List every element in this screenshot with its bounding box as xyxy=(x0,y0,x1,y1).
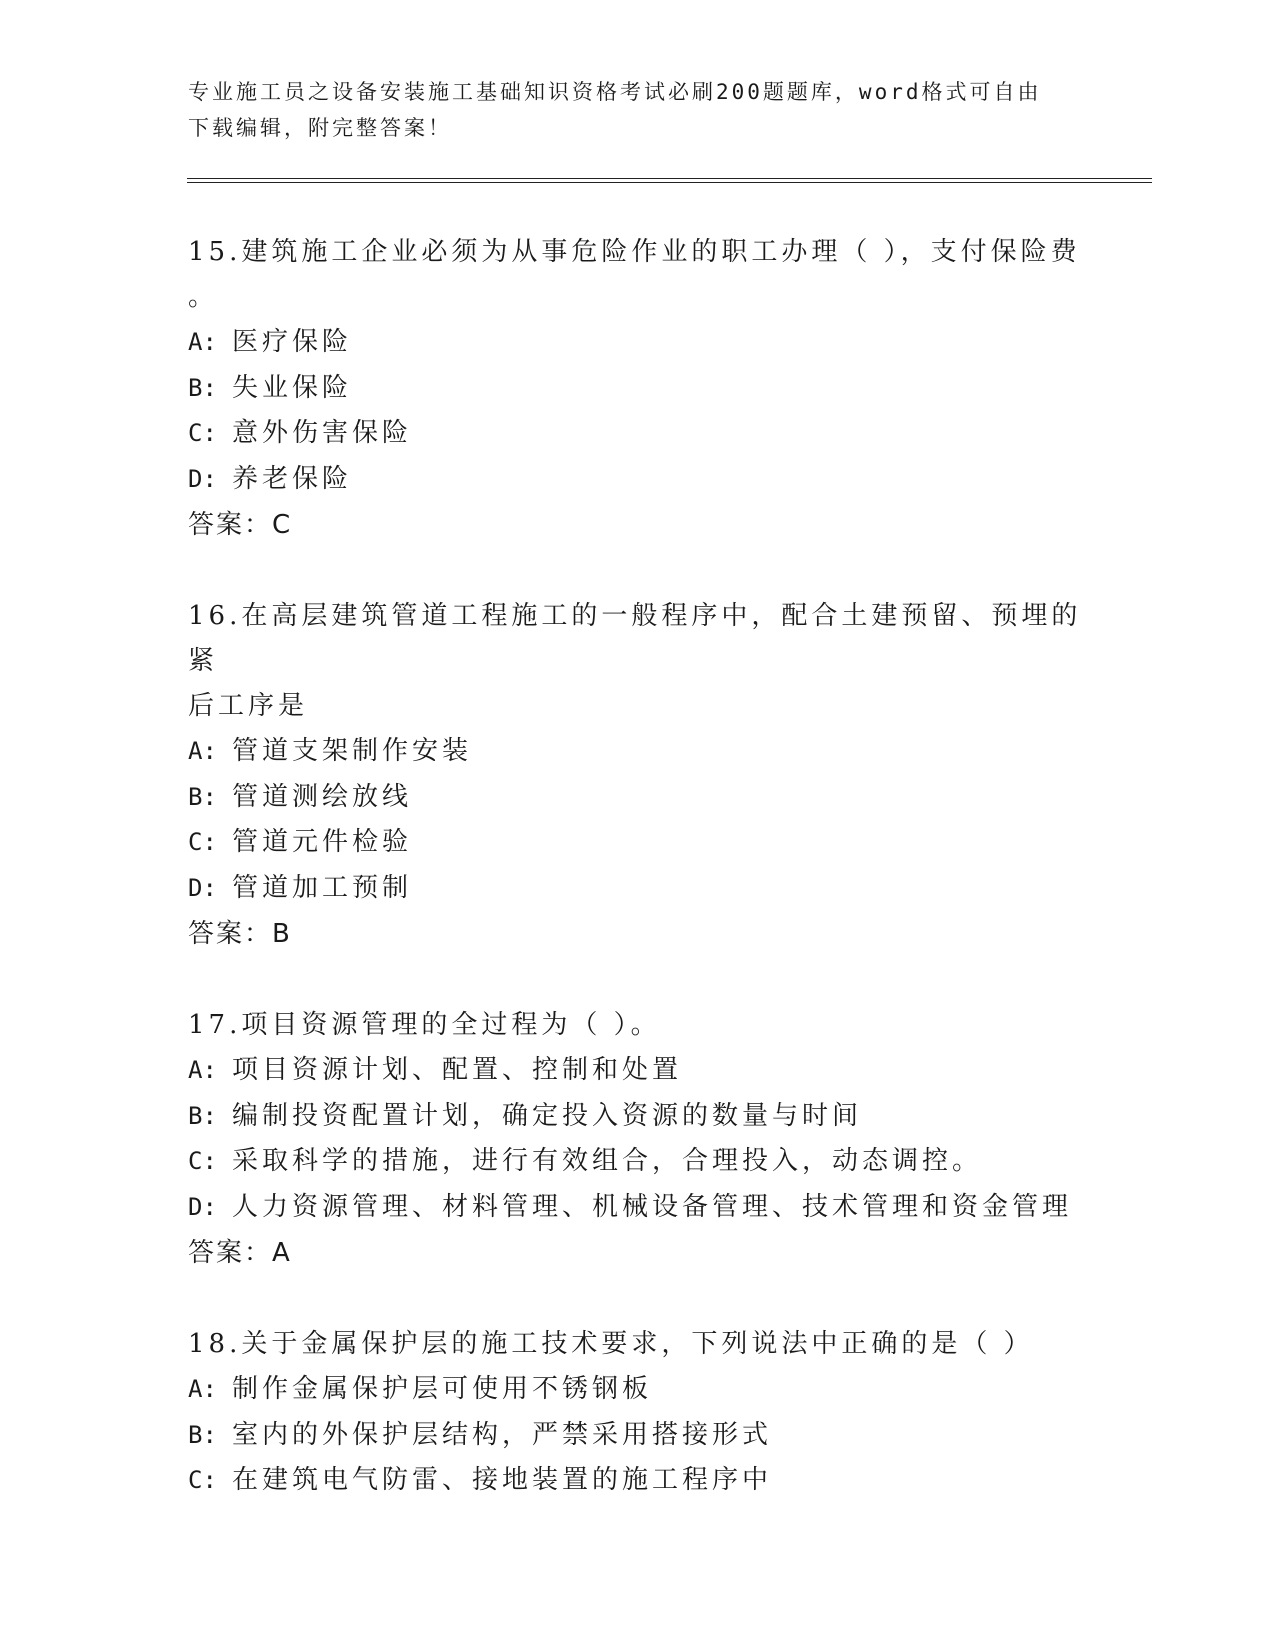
option-text: 管道支架制作安装 xyxy=(232,736,473,766)
option-letter: B: xyxy=(188,1101,217,1130)
option-text: 意外伤害保险 xyxy=(232,418,413,448)
option-b xyxy=(188,775,1088,821)
option-a xyxy=(188,1048,1088,1094)
option-b xyxy=(188,1094,1088,1140)
option-text: 管道元件检验 xyxy=(232,827,413,857)
question-title: 17.项目资源管理的全过程为（ ）。 xyxy=(188,1010,661,1040)
option-letter: A: xyxy=(188,737,217,765)
option-a xyxy=(188,320,1088,366)
option-text: 管道加工预制 xyxy=(232,872,413,903)
option-text: 养老保险 xyxy=(232,463,353,494)
option-text: 人力资源管理、材料管理、机械设备管理、技术管理和资金管理 xyxy=(232,1191,1073,1222)
question-title: 18.关于金属保护层的施工技术要求，下列说法中正确的是（ ） xyxy=(188,1329,1034,1359)
answer-line: 答案：C xyxy=(188,510,293,540)
option-letter: D: xyxy=(188,873,217,902)
option-text: 采取科学的措施，进行有效组合，合理投入，动态调控。 xyxy=(232,1146,983,1176)
question-15 xyxy=(188,230,1088,548)
option-letter: C: xyxy=(188,828,217,856)
option-text: 制作金属保护层可使用不锈钢板 xyxy=(232,1374,653,1404)
option-c xyxy=(188,411,1088,457)
option-text: 项目资源计划、配置、控制和处置 xyxy=(232,1055,683,1085)
option-text: 失业保险 xyxy=(232,372,353,403)
option-letter: B: xyxy=(188,782,217,811)
option-letter: C: xyxy=(188,1466,217,1494)
option-b xyxy=(188,1413,1088,1459)
option-text: 管道测绘放线 xyxy=(232,781,413,812)
question-title-continued: 。 xyxy=(188,282,219,312)
question-title-continued: 后工序是 xyxy=(188,691,309,721)
option-c xyxy=(188,820,1088,866)
option-a xyxy=(188,1367,1088,1413)
option-letter: D: xyxy=(188,464,217,493)
question-17 xyxy=(188,1003,1088,1276)
header-divider-bottom xyxy=(187,182,1152,183)
option-a xyxy=(188,729,1088,775)
option-letter: D: xyxy=(188,1192,217,1221)
question-16 xyxy=(188,594,1088,957)
answer-line: 答案：B xyxy=(188,919,292,949)
option-letter: A: xyxy=(188,1375,217,1403)
header-line-2: 下载编辑，附完整答案！ xyxy=(188,116,452,140)
option-d xyxy=(188,1185,1088,1231)
option-letter: A: xyxy=(188,328,217,356)
document-header xyxy=(188,74,1068,146)
option-letter: C: xyxy=(188,1147,217,1175)
option-letter: B: xyxy=(188,373,217,402)
option-text: 室内的外保护层结构，严禁采用搭接形式 xyxy=(232,1419,773,1450)
option-d xyxy=(188,457,1088,503)
option-letter: A: xyxy=(188,1056,217,1084)
answer-line: 答案：A xyxy=(188,1238,292,1268)
question-title: 16.在高层建筑管道工程施工的一般程序中，配合土建预留、预埋的紧 xyxy=(188,601,1082,676)
option-text: 在建筑电气防雷、接地装置的施工程序中 xyxy=(232,1465,773,1495)
option-letter: B: xyxy=(188,1420,217,1449)
question-title: 15.建筑施工企业必须为从事危险作业的职工办理（ ），支付保险费 xyxy=(188,237,1081,267)
header-divider-top xyxy=(187,178,1152,179)
option-d xyxy=(188,866,1088,912)
option-text: 编制投资配置计划，确定投入资源的数量与时间 xyxy=(232,1100,863,1131)
option-letter: C: xyxy=(188,419,217,447)
question-18 xyxy=(188,1322,1088,1504)
option-c xyxy=(188,1458,1088,1504)
option-b xyxy=(188,366,1088,412)
header-line-1: 专业施工员之设备安装施工基础知识资格考试必刷200题题库，word格式可自由 xyxy=(188,80,1042,104)
option-text: 医疗保险 xyxy=(232,327,353,357)
question-list xyxy=(188,230,1088,1550)
option-c xyxy=(188,1139,1088,1185)
